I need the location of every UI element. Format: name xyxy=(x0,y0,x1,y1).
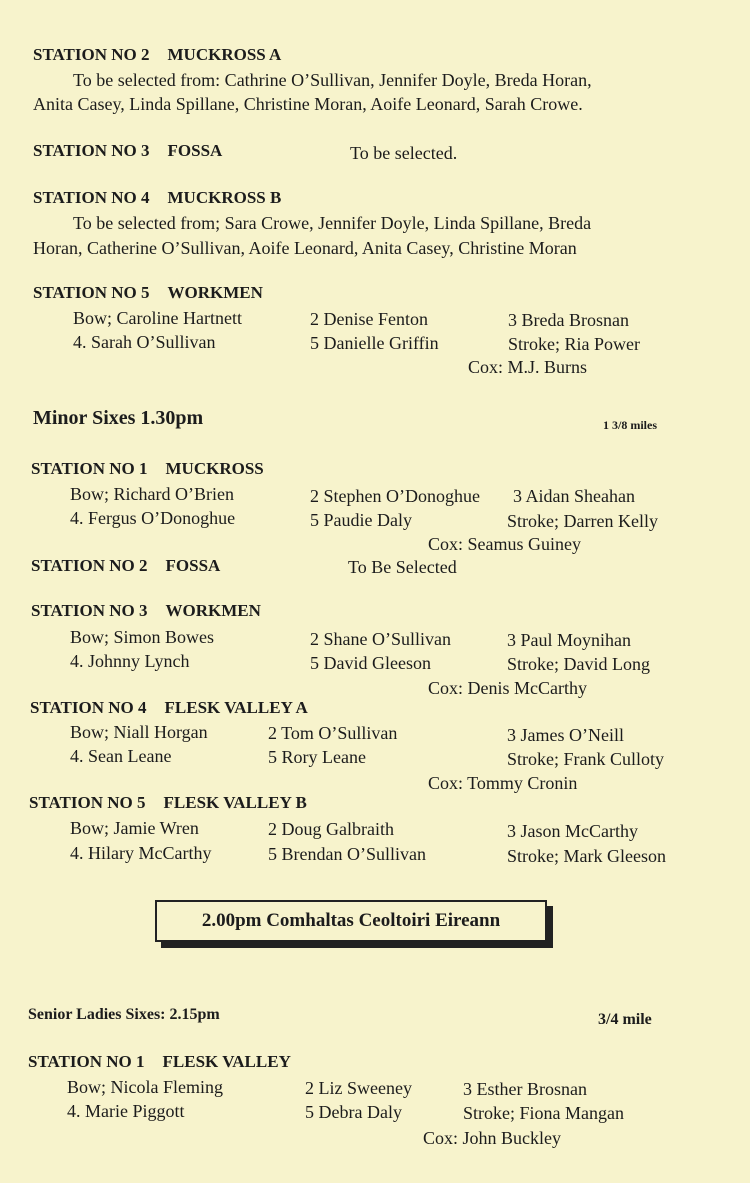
race-title: Minor Sixes 1.30pm xyxy=(33,407,204,429)
cox: Cox: M.J. Burns xyxy=(468,357,588,377)
crew-name: MUCKROSS xyxy=(165,459,264,478)
event-banner xyxy=(155,900,547,942)
selection-text: Anita Casey, Linda Spillane, Christine Moran, Aoife Leonard, Sarah Crowe. xyxy=(33,94,583,114)
crew-member: 5 Paudie Daly xyxy=(310,510,412,530)
crew-member: Stroke; Fiona Mangan xyxy=(463,1103,624,1123)
crew-member: Bow; Caroline Hartnett xyxy=(73,308,242,328)
station-number: STATION NO 4 xyxy=(33,188,150,207)
crew-name: FLESK VALLEY A xyxy=(164,698,308,717)
station-number: STATION NO 5 xyxy=(29,793,146,812)
station-number: STATION NO 4 xyxy=(30,698,147,717)
crew-member: 5 David Gleeson xyxy=(310,653,431,673)
selection-note: To Be Selected xyxy=(348,557,457,577)
selection-text: To be selected from: Cathrine O’Sullivan, Jennifer Doyle, Breda Horan, xyxy=(73,70,592,90)
race-distance: 3/4 mile xyxy=(598,1011,652,1028)
crew-name: WORKMEN xyxy=(165,601,261,620)
station-number: STATION NO 1 xyxy=(28,1052,145,1071)
crew-member: Bow; Richard O’Brien xyxy=(70,484,234,504)
crew-member: 3 Esther Brosnan xyxy=(463,1079,587,1099)
station-header xyxy=(30,698,308,718)
crew-member: 2 Doug Galbraith xyxy=(268,819,394,839)
crew-member: 5 Rory Leane xyxy=(268,747,366,767)
crew-member: 4. Fergus O’Donoghue xyxy=(70,508,236,528)
crew-name: MUCKROSS A xyxy=(167,45,282,64)
crew-member: Bow; Simon Bowes xyxy=(70,627,215,647)
crew-name: FLESK VALLEY xyxy=(162,1052,291,1071)
crew-member: Stroke; Ria Power xyxy=(508,334,640,354)
crew-member: 2 Shane O’Sullivan xyxy=(310,629,451,649)
crew-member: 4. Marie Piggott xyxy=(67,1101,185,1121)
station-number: STATION NO 3 xyxy=(31,601,148,620)
station-header xyxy=(33,141,222,161)
crew-member: Stroke; Darren Kelly xyxy=(507,511,658,531)
crew-member: Bow; Nicola Fleming xyxy=(67,1077,223,1097)
crew-member: 2 Tom O’Sullivan xyxy=(268,723,398,743)
cox: Cox: Seamus Guiney xyxy=(428,534,581,554)
crew-name: MUCKROSS B xyxy=(167,188,282,207)
crew-name: FOSSA xyxy=(167,141,223,160)
station-header xyxy=(28,1052,291,1072)
cox: Cox: Denis McCarthy xyxy=(428,678,587,698)
race-distance: 1 3/8 miles xyxy=(603,418,657,432)
station-number: STATION NO 2 xyxy=(33,45,150,64)
crew-member: 3 Aidan Sheahan xyxy=(513,486,635,506)
crew-member: 3 Breda Brosnan xyxy=(508,310,629,330)
station-number: STATION NO 5 xyxy=(33,283,150,302)
crew-member: 4. Sean Leane xyxy=(70,746,172,766)
station-header xyxy=(33,283,263,303)
crew-name: FLESK VALLEY B xyxy=(163,793,307,812)
crew-member: 2 Liz Sweeney xyxy=(305,1078,412,1098)
cox: Cox: John Buckley xyxy=(423,1128,561,1148)
race-title: Senior Ladies Sixes: 2.15pm xyxy=(28,1006,220,1023)
selection-text: Horan, Catherine O’Sullivan, Aoife Leonard, Anita Casey, Christine Moran xyxy=(33,238,577,258)
station-header xyxy=(31,459,264,479)
crew-member: 2 Stephen O’Donoghue xyxy=(310,486,480,506)
crew-member: 3 Paul Moynihan xyxy=(507,630,631,650)
crew-member: 5 Brendan O’Sullivan xyxy=(268,844,426,864)
crew-member: Bow; Niall Horgan xyxy=(70,722,208,742)
crew-member: 3 Jason McCarthy xyxy=(507,821,638,841)
crew-member: Stroke; Mark Gleeson xyxy=(507,846,666,866)
cox: Cox: Tommy Cronin xyxy=(428,773,578,793)
station-header xyxy=(31,556,220,576)
station-header xyxy=(29,793,307,813)
crew-member: 4. Hilary McCarthy xyxy=(70,843,212,863)
crew-member: 5 Danielle Griffin xyxy=(310,333,439,353)
crew-member: 3 James O’Neill xyxy=(507,725,624,745)
crew-name: FOSSA xyxy=(165,556,221,575)
station-header xyxy=(31,601,261,621)
station-header xyxy=(33,188,281,208)
selection-note: To be selected. xyxy=(350,143,458,163)
station-number: STATION NO 1 xyxy=(31,459,148,478)
crew-member: 5 Debra Daly xyxy=(305,1102,402,1122)
crew-member: 4. Johnny Lynch xyxy=(70,651,190,671)
selection-text: To be selected from; Sara Crowe, Jennifer Doyle, Linda Spillane, Breda xyxy=(73,213,592,233)
crew-member: Bow; Jamie Wren xyxy=(70,818,199,838)
station-header xyxy=(33,45,281,65)
station-number: STATION NO 2 xyxy=(31,556,148,575)
crew-member: Stroke; David Long xyxy=(507,654,650,674)
crew-member: Stroke; Frank Culloty xyxy=(507,749,664,769)
station-number: STATION NO 3 xyxy=(33,141,150,160)
crew-member: 4. Sarah O’Sullivan xyxy=(73,332,216,352)
crew-name: WORKMEN xyxy=(167,283,263,302)
banner-text: 2.00pm Comhaltas Ceoltoiri Eireann xyxy=(201,910,501,931)
crew-member: 2 Denise Fenton xyxy=(310,309,428,329)
